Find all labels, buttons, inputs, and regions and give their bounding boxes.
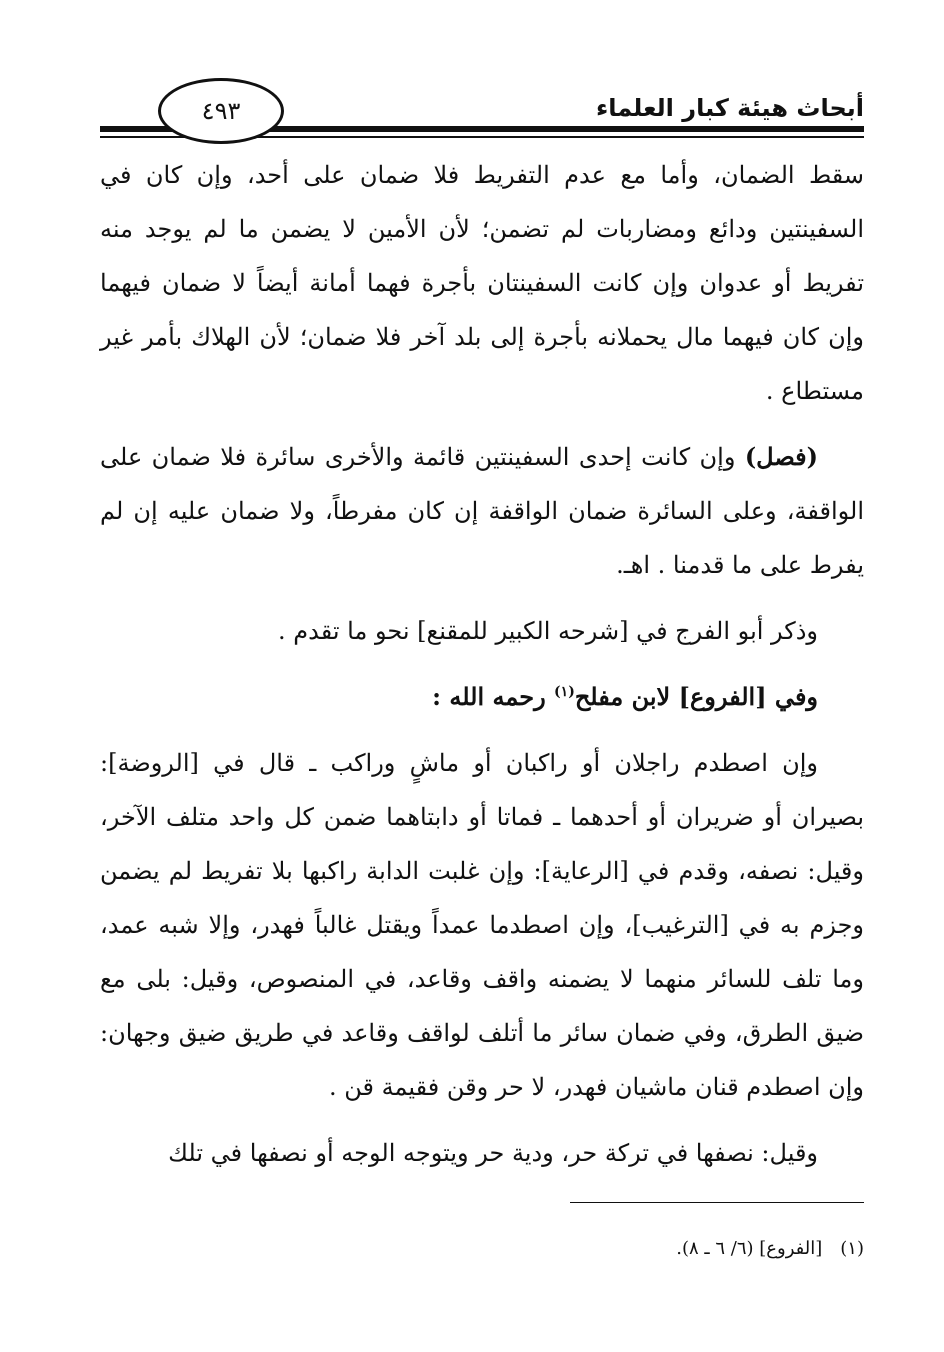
paragraph-3: وذكر أبو الفرج في [شرحه الكبير للمقنع] نحو ما تقدم . xyxy=(278,617,818,645)
paragraph-2 xyxy=(100,430,864,592)
page-header xyxy=(100,78,864,148)
footnote-marker: (١) xyxy=(554,684,575,700)
citation-source: وفي [الفروع] لابن مفلح xyxy=(574,682,818,711)
paragraph-6: وقيل: نصفها في تركة حر، ودية حر ويتوجه الوجه أو نصفها في تلك xyxy=(168,1139,818,1167)
footnote-separator xyxy=(570,1202,864,1203)
footnote-text: [الفروع] (٦/ ٦ ـ ٨). xyxy=(676,1238,823,1259)
paragraph-5: وإن اصطدم راجلان أو راكبان أو ماشٍ وراكب ـ قال في [الروضة]: بصيران أو ضريران أو أحدهما ـ فماتا أو دابتاهما ضمن كل واحد متلف الآخر، وقيل: نصفه، وقدم في [الرعاية]: وإن غلبت الدابة راكبها بلا تفريط لم يضمن وجزم به في [الترغيب]، وإن اصطدما عمداً ويقتل غالباً فهدر، وإلا شبه عمد، وما تلف للسائر منهما لا يضمنه واقف وقاعد، في المنصوص، وقيل: بلى مع ضيق الطرق، وفي ضمان سائر ما أتلف لواقف وقاعد في طريق ضيق وجهان: وإن اصطدم قنان ماشيان فهدر، لا حر وقن فقيمة قن . xyxy=(100,749,865,1101)
citation-blessing: رحمه الله : xyxy=(432,682,555,711)
section-label: (فصل) xyxy=(744,442,818,471)
footnote xyxy=(676,1238,864,1259)
paragraph-1: سقط الضمان، وأما مع عدم التفريط فلا ضمان على أحد، وإن كان في السفينتين ودائع ومضاربات لم تضمن؛ لأن الأمين لا يضمن ما لم يوجد منه تفريط أو عدوان وإن كانت السفينتان بأجرة فهما أمانة أيضاً لا ضمان فيهما وإن كان فيهما مال يحملانه بأجرة إلى بلد آخر فلا ضمان؛ لأن الهلاك بأمر غير مستطاع . xyxy=(100,161,864,405)
paragraph-2-text: وإن كانت إحدى السفينتين قائمة والأخرى سائرة فلا ضمان على الواقفة، وعلى السائرة ضمان الواقفة إن كان مفرطاً، ولا ضمان عليه إن لم يفرط على ما قدمنا . اهـ. xyxy=(100,443,864,579)
running-title: أبحاث هيئة كبار العلماء xyxy=(595,94,864,122)
page-number: ٤٩٣ xyxy=(158,78,284,144)
citation-line xyxy=(100,670,864,724)
footnote-number: (١) xyxy=(840,1238,864,1259)
page-body xyxy=(100,148,864,1192)
